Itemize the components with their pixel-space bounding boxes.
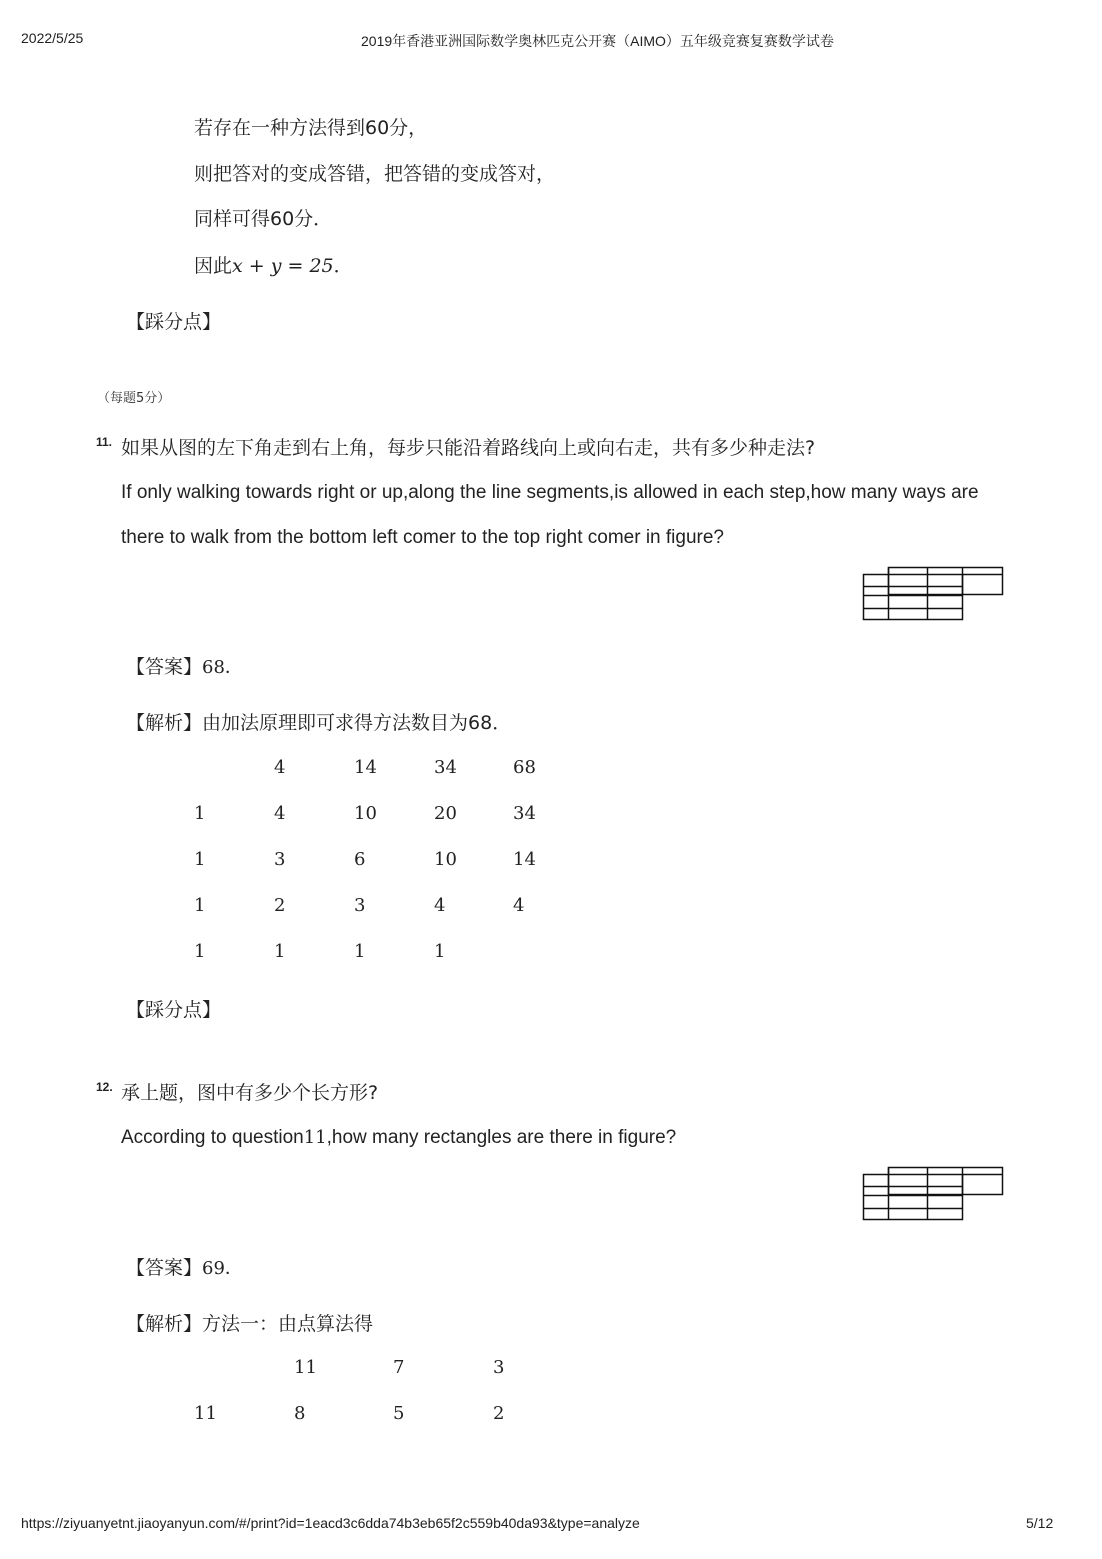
answer-line (126, 1255, 243, 1282)
table-cell: 1 (194, 803, 206, 824)
equation: x + y = 25 (232, 255, 334, 277)
question-text-prefix: According to question (121, 1127, 304, 1148)
question-text-en: If only walking towards right or up,along the line segments,is allowed in each step,how many ways are (121, 482, 979, 503)
table-cell: 6 (354, 849, 366, 870)
solution-line-1: 若存在一种方法得到60分， (194, 117, 428, 139)
footer-url[interactable]: https://ziyuanyetnt.jiaoyanyun.com/#/print?id=1eacd3c6dda74b3eb65f2c559b40da93&type=analyze (21, 1515, 640, 1531)
question-number: 12. (96, 1080, 113, 1094)
question-text-cn: 承上题，图中有多少个长方形? (121, 1082, 379, 1104)
table-cell: 11 (194, 1403, 217, 1424)
analysis-label: 【解析】 (126, 712, 203, 734)
question-number: 11. (96, 435, 113, 449)
table-cell: 68 (513, 757, 536, 778)
analysis-text: 方法一：由点算法得 (202, 1313, 374, 1335)
document-title: 2019年香港亚洲国际数学奥林匹克公开赛（AIMO）五年级竞赛复赛数学试卷 (361, 33, 834, 49)
solution-line-4 (194, 253, 353, 279)
table-cell: 14 (513, 849, 536, 870)
table-cell: 1 (274, 941, 286, 962)
analysis-line (126, 1311, 373, 1337)
conclusion-prefix: 因此 (194, 255, 233, 277)
table-cell: 11 (294, 1357, 317, 1378)
print-date: 2022/5/25 (21, 30, 84, 46)
table-cell: 3 (354, 895, 366, 916)
solution-line-3: 同样可得60分． (194, 208, 333, 230)
table-cell: 1 (194, 895, 206, 916)
solution-line-2: 则把答对的变成答错，把答错的变成答对， (194, 163, 556, 185)
section-note: （每题5分） (97, 391, 171, 406)
table-cell: 34 (513, 803, 536, 824)
table-cell: 3 (274, 849, 286, 870)
table-cell: 8 (294, 1403, 306, 1424)
table-cell: 34 (434, 757, 457, 778)
table-cell: 5 (393, 1403, 405, 1424)
table-cell: 2 (493, 1403, 505, 1424)
table-cell: 3 (493, 1357, 505, 1378)
grid-figure (862, 566, 1004, 622)
table-cell: 10 (354, 803, 377, 824)
table-cell: 1 (434, 941, 446, 962)
scoring-points-label: 【踩分点】 (126, 999, 222, 1021)
table-cell: 4 (274, 757, 286, 778)
analysis-text: 由加法原理即可求得方法数目为68． (202, 712, 512, 734)
table-cell: 2 (274, 895, 286, 916)
table-cell: 20 (434, 803, 457, 824)
answer-label: 【答案】 (126, 656, 203, 678)
conclusion-suffix: ． (333, 255, 353, 277)
answer-value: 69． (202, 1258, 243, 1279)
grid-figure (862, 1166, 1004, 1222)
question-text-cn: 如果从图的左下角走到右上角，每步只能沿着路线向上或向右走，共有多少种走法? (121, 437, 816, 459)
table-cell: 4 (274, 803, 286, 824)
analysis-line (126, 710, 511, 736)
answer-label: 【答案】 (126, 1257, 203, 1279)
question-ref-number: 11 (303, 1127, 327, 1148)
answer-value: 68． (202, 657, 243, 678)
page-number: 5/12 (1026, 1515, 1054, 1531)
table-cell: 14 (354, 757, 377, 778)
table-cell: 7 (393, 1357, 405, 1378)
question-text-suffix: ,how many rectangles are there in figure? (326, 1127, 677, 1148)
analysis-label: 【解析】 (126, 1313, 203, 1335)
table-cell: 1 (194, 849, 206, 870)
table-cell: 4 (513, 895, 525, 916)
table-cell: 4 (434, 895, 446, 916)
scoring-points-label: 【踩分点】 (126, 311, 222, 333)
table-cell: 10 (434, 849, 457, 870)
table-cell: 1 (194, 941, 206, 962)
question-text-en (121, 1127, 676, 1149)
question-text-en: there to walk from the bottom left comer to the top right comer in figure? (121, 527, 724, 548)
table-cell: 1 (354, 941, 366, 962)
answer-line (126, 654, 243, 681)
